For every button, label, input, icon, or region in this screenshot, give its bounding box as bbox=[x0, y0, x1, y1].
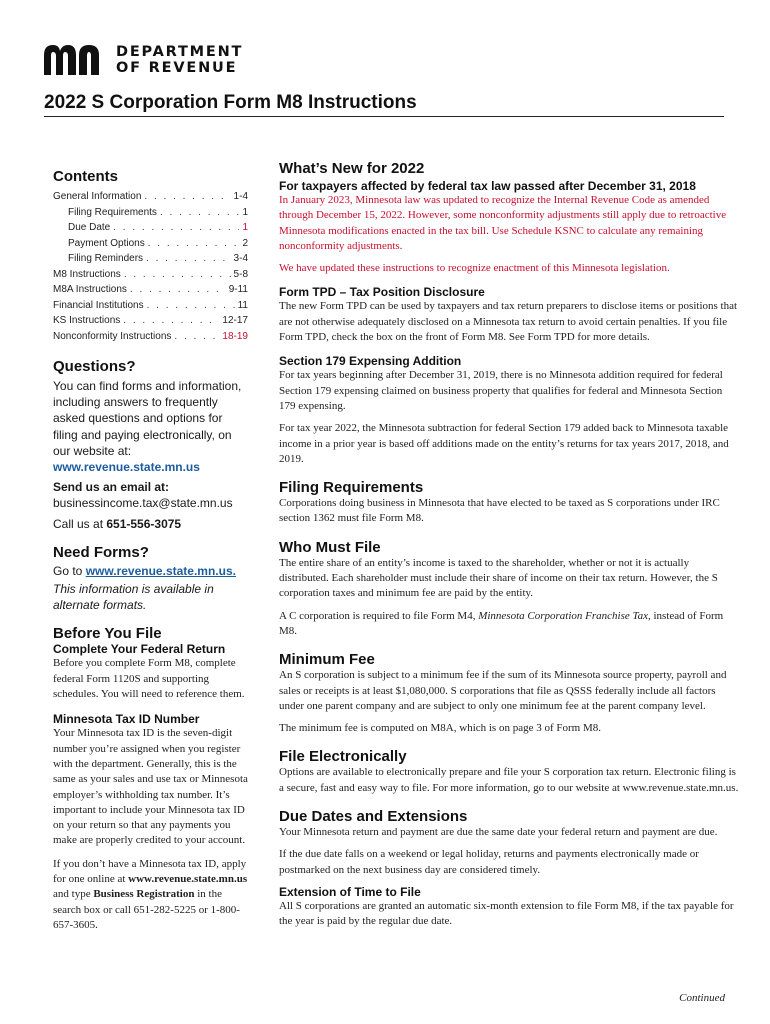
form-tpd-heading: Form TPD – Tax Position Disclosure bbox=[279, 285, 485, 300]
apply-tax-id-text bbox=[53, 857, 248, 933]
questions-website-line bbox=[53, 459, 248, 475]
toc-leader-dots bbox=[148, 236, 240, 252]
toc-leader-dots bbox=[124, 267, 231, 283]
whats-new-heading: What’s New for 2022 bbox=[279, 160, 425, 177]
toc-row[interactable] bbox=[53, 205, 248, 221]
logo-line1: DEPARTMENT bbox=[116, 44, 244, 60]
toc-page-number: 1 bbox=[242, 222, 248, 233]
toc-page-number: 1-4 bbox=[233, 191, 248, 202]
who-text-c: instead of Form M8. bbox=[279, 609, 724, 637]
toc-page-number: 18-19 bbox=[222, 330, 248, 342]
phone-number: 651-556-3075 bbox=[106, 516, 182, 531]
due-dates-text-2: If the due date falls on a weekend or legal holiday, returns and payments electronically made or postmarked on the next business day are considered timely. bbox=[279, 848, 699, 876]
minimum-fee-text-2: The minimum fee is computed on M8A, which is on page 3 of Form M8. bbox=[279, 722, 602, 735]
who-must-file-text-1: The entire share of an entity’s income is taxed to the shareholder, whether or not it is actually distributed. Each shareholder must include their share of income on their tax return. However, the S corporation taxes and minimum fee are paid by the entity. bbox=[279, 556, 718, 600]
apply-text-c: and type bbox=[53, 888, 94, 901]
before-you-file-heading: Before You File bbox=[53, 625, 162, 643]
website-link[interactable]: www.revenue.state.mn.us bbox=[53, 460, 200, 475]
file-electronically-text: Options are available to electronically prepare and file your S corporation tax return. Electronic filing is a secure, fast and easy way to file. For more information, go to our website at www.revenue.state.mn.us. bbox=[279, 766, 739, 794]
minimum-fee-heading: Minimum Fee bbox=[279, 651, 375, 669]
toc-label: Financial Institutions bbox=[53, 299, 144, 311]
page-title: 2022 S Corporation Form M8 Instructions bbox=[44, 92, 417, 113]
left-column bbox=[53, 168, 248, 933]
alternate-formats-note: This information is available in alternate formats. bbox=[53, 582, 214, 613]
toc-leader-dots bbox=[144, 189, 230, 205]
filing-requirements-text: Corporations doing business in Minnesota that have elected to be taxed as S corporations under IRC section 1362 must file Form M8. bbox=[279, 497, 720, 525]
toc-label: Filing Requirements bbox=[68, 206, 157, 218]
toc-label: General Information bbox=[53, 191, 142, 202]
toc-label: M8A Instructions bbox=[53, 284, 127, 295]
toc-page-number: 2 bbox=[242, 237, 248, 249]
email-link[interactable]: businessincome.tax@state.mn.us bbox=[53, 496, 233, 511]
complete-federal-return-text: Before you complete Form M8, complete federal Form 1120S and supporting schedules. You will need to reference them. bbox=[53, 657, 245, 701]
toc-leader-dots bbox=[130, 282, 226, 298]
toc-leader-dots bbox=[123, 313, 219, 329]
questions-heading: Questions? bbox=[53, 358, 136, 375]
toc-leader-dots bbox=[160, 205, 240, 221]
toc-label: Payment Options bbox=[68, 237, 145, 249]
toc-label: M8 Instructions bbox=[53, 268, 121, 280]
need-forms-line bbox=[53, 563, 248, 579]
toc-page-number: 3-4 bbox=[233, 253, 248, 264]
file-electronically-heading: File Electronically bbox=[279, 748, 407, 766]
logo-wordmark bbox=[116, 44, 243, 76]
toc-page-number: 9-11 bbox=[228, 284, 248, 295]
due-dates-text-1: Your Minnesota return and payment are due the same date your federal return and payment are due. bbox=[279, 826, 718, 839]
contents-heading: Contents bbox=[53, 168, 118, 185]
toc-row[interactable] bbox=[53, 298, 248, 314]
toc-page-number: 5-8 bbox=[233, 268, 248, 280]
toc-page-number: 11 bbox=[237, 299, 248, 311]
form-tpd-text: The new Form TPD can be used by taxpayers and tax return preparers to disclose items or positions that are not otherwise adequately disclosed on a Minnesota tax return to avoid certain penalties. If you file Form TPD, check the box on the front of Form M8. See Form TPD for more details. bbox=[279, 300, 738, 344]
toc-row[interactable] bbox=[53, 329, 248, 345]
toc-label: Filing Reminders bbox=[68, 253, 144, 264]
section-179-text-1: For tax years beginning after December 31, 2019, there is no Minnesota addition required for federal Section 179 expensing claimed on business property that qualifies for federal and Minnesota Section 179 expensing. bbox=[279, 369, 723, 412]
legislation-note: We have updated these instructions to recognize enactment of this Minnesota legislation. bbox=[279, 262, 670, 275]
who-text-a: A C corporation is required to file Form M4, bbox=[279, 609, 479, 622]
call-prefix: Call us at bbox=[53, 516, 107, 531]
toc-row[interactable] bbox=[53, 220, 248, 236]
toc-row[interactable] bbox=[53, 236, 248, 252]
need-forms-heading: Need Forms? bbox=[53, 543, 149, 561]
call-line bbox=[53, 516, 248, 532]
questions-text: You can find forms and information, including answers to frequently asked questions and options for filing and paying electronically, on our website at: bbox=[53, 379, 242, 458]
toc-leader-dots bbox=[113, 220, 239, 236]
tax-id-text: Your Minnesota tax ID is the seven-digit number you’re assigned when you register with the department. Generally, this is the same as your sales and use tax or Minnesota employer’s withholding tax number. It’s important to include your Minnesota tax ID on your return so that any payments you make are properly credited to your account. bbox=[53, 727, 248, 847]
table-of-contents bbox=[53, 189, 248, 344]
toc-leader-dots bbox=[146, 251, 231, 267]
section-179-heading: Section 179 Expensing Addition bbox=[279, 354, 462, 369]
minimum-fee-text-1: An S corporation is subject to a minimum fee if the sum of its Minnesota source property, payroll and sales or receipts is at least $1,080,000. S corporations that file as QSSS federally include all factors under one parent company and are subject to only one minimum fee at the parent company level. bbox=[279, 669, 727, 712]
department-of-revenue-logo bbox=[44, 44, 243, 76]
email-label: Send us an email at: bbox=[53, 480, 170, 495]
form-m4-title: Minnesota Corporation Franchise Tax, bbox=[478, 609, 651, 622]
forms-website-link[interactable]: www.revenue.state.mn.us. bbox=[85, 563, 236, 578]
toc-page-number: 12-17 bbox=[222, 315, 248, 326]
toc-label: KS Instructions bbox=[53, 315, 121, 326]
toc-row[interactable] bbox=[53, 251, 248, 267]
toc-row[interactable] bbox=[53, 313, 248, 329]
apply-text-a: If you don’t have a Minnesota tax ID, apply for one online at bbox=[53, 857, 247, 885]
toc-row[interactable] bbox=[53, 282, 248, 298]
due-dates-heading: Due Dates and Extensions bbox=[279, 808, 468, 826]
toc-leader-dots bbox=[174, 329, 219, 345]
tax-id-heading: Minnesota Tax ID Number bbox=[53, 712, 200, 727]
continued-note: Continued bbox=[679, 992, 725, 1004]
toc-row[interactable] bbox=[53, 189, 248, 205]
extension-text: All S corporations are granted an automatic six-month extension to file Form M8, if the tax payable for the year is paid by the regular due date. bbox=[279, 899, 734, 928]
toc-label: Due Date bbox=[68, 222, 111, 233]
go-to-label: Go to bbox=[53, 563, 86, 578]
nonconformity-note: In January 2023, Minnesota law was updated to recognize the Internal Revenue Code as amended through December 15, 2022. However, some nonconformity adjustments still apply due to retroactive Minnesota modifications enacted in the tax bill. Use Schedule KSNC to calculate any remaining nonconformity adjustments. bbox=[279, 194, 727, 252]
filing-requirements-heading: Filing Requirements bbox=[279, 479, 424, 497]
who-must-file-heading: Who Must File bbox=[279, 538, 381, 556]
business-registration-term: Business Registration bbox=[93, 888, 195, 901]
toc-label: Nonconformity Instructions bbox=[53, 330, 172, 342]
who-must-file-text-2 bbox=[279, 609, 739, 640]
complete-federal-return-heading: Complete Your Federal Return bbox=[53, 642, 226, 657]
right-column bbox=[279, 160, 739, 930]
toc-leader-dots bbox=[147, 298, 235, 314]
toc-row[interactable] bbox=[53, 267, 248, 283]
federal-law-subheading: For taxpayers affected by federal tax law passed after December 31, 2018 bbox=[279, 179, 696, 193]
extension-heading: Extension of Time to File bbox=[279, 884, 421, 899]
toc-page-number: 1 bbox=[242, 206, 248, 218]
apply-text-e: in the search box or call 651-282-5225 or 1-800-657-3605. bbox=[53, 888, 240, 931]
logo-line2: OF REVENUE bbox=[116, 60, 238, 76]
apply-website[interactable]: www.revenue.state.mn.us bbox=[128, 873, 248, 885]
section-179-text-2: For tax year 2022, the Minnesota subtraction for federal Section 179 added back to Minnesota taxable income in a prior year is based off additions made on the entity’s returns for tax years 2017, 2018, and 2019. bbox=[279, 422, 729, 465]
mn-logo-icon bbox=[44, 45, 106, 75]
title-divider bbox=[44, 116, 724, 117]
